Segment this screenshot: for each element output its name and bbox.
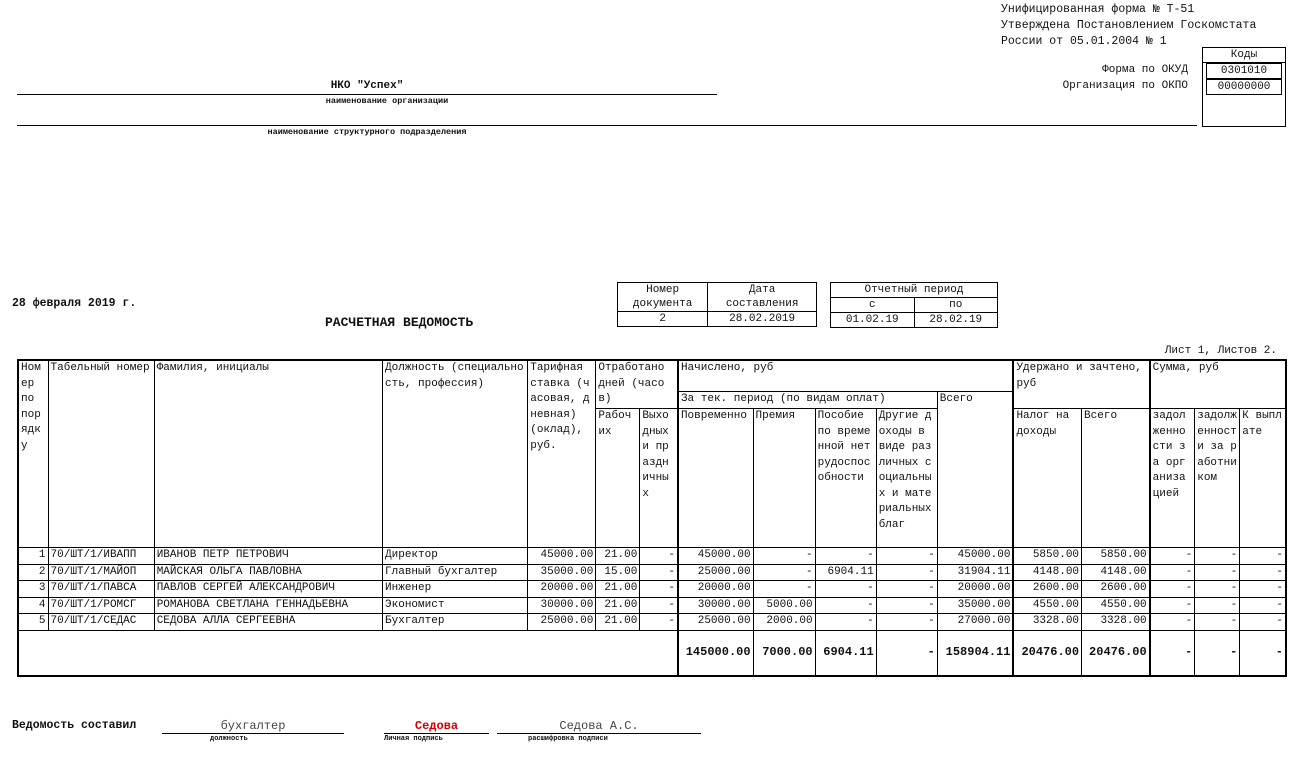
cell-income-tax: 3328.00 <box>1013 614 1081 631</box>
cell-work-days: 21.00 <box>596 548 640 565</box>
cell-tab-number: 70/ШТ/1/ПАВСА <box>48 581 154 598</box>
col-time-pay: Повременно <box>678 409 753 548</box>
cell-tariff-rate: 30000.00 <box>528 597 596 614</box>
cell-row-number: 3 <box>18 581 48 598</box>
cell-tariff-rate: 25000.00 <box>528 614 596 631</box>
table-row <box>18 548 1286 565</box>
cell-position: Инженер <box>383 581 528 598</box>
col-sum: Сумма, руб <box>1150 360 1286 409</box>
date-header-2: составления <box>708 297 817 312</box>
cell-accrued-total: 27000.00 <box>937 614 1013 631</box>
signature-line <box>384 733 489 734</box>
col-other-income: Другие доходы в виде различных социальных и материальных благ <box>876 409 937 548</box>
form-approval <box>1001 2 1256 50</box>
total-withheld: 20476.00 <box>1082 630 1150 676</box>
cell-off-days: - <box>640 581 678 598</box>
total-other: - <box>876 630 937 676</box>
total-tax: 20476.00 <box>1013 630 1081 676</box>
signature-decode: Седова А.С. <box>559 719 639 733</box>
document-number: 2 <box>618 312 708 327</box>
cell-other-income: - <box>876 614 937 631</box>
cell-debt-emp: - <box>1195 614 1240 631</box>
payroll-table <box>17 359 1287 677</box>
col-name: Фамилия, инициалы <box>154 360 382 548</box>
cell-off-days: - <box>640 564 678 581</box>
date-header-1: Дата <box>708 283 817 298</box>
cell-income-tax: 4550.00 <box>1013 597 1081 614</box>
cell-accrued-total: 45000.00 <box>937 548 1013 565</box>
cell-sick-pay: 6904.11 <box>815 564 876 581</box>
document-title: РАСЧЕТНАЯ ВЕДОМОСТЬ <box>325 315 474 330</box>
org-name: НКО "Успех" <box>330 80 404 92</box>
cell-accrued-total: 31904.11 <box>937 564 1013 581</box>
col-sick-pay: Пособие по временной нетрудоспособности <box>815 409 876 548</box>
cell-withheld-total: 3328.00 <box>1082 614 1150 631</box>
okud-label: Форма по ОКУД <box>1102 64 1188 76</box>
approval-line-1: Унифицированная форма № Т-51 <box>1001 3 1195 16</box>
period-header: Отчетный период <box>831 283 998 298</box>
number-header-1: Номер <box>618 283 708 298</box>
cell-time-pay: 25000.00 <box>678 614 753 631</box>
okud-value: 0301010 <box>1206 63 1282 79</box>
cell-withheld-total: 4550.00 <box>1082 597 1150 614</box>
cell-other-income: - <box>876 548 937 565</box>
cell-employee-name: ПАВЛОВ СЕРГЕЙ АЛЕКСАНДРОВИЧ <box>154 581 382 598</box>
col-withheld-total: Всего <box>1082 409 1150 548</box>
cell-employee-name: РОМАНОВА СВЕТЛАНА ГЕННАДЬЕВНА <box>154 597 382 614</box>
cell-debt-emp: - <box>1195 597 1240 614</box>
codes-block <box>1000 47 1290 129</box>
cell-tab-number: 70/ШТ/1/СЕДАС <box>48 614 154 631</box>
approval-line-3: России от 05.01.2004 № 1 <box>1001 35 1167 48</box>
cell-off-days: - <box>640 597 678 614</box>
cell-to-pay: - <box>1240 597 1286 614</box>
cell-employee-name: ИВАНОВ ПЕТР ПЕТРОВИЧ <box>154 548 382 565</box>
cell-off-days: - <box>640 548 678 565</box>
okpo-label: Организация по ОКПО <box>1062 80 1188 92</box>
cell-work-days: 15.00 <box>596 564 640 581</box>
cell-tab-number: 70/ШТ/1/ИВАПП <box>48 548 154 565</box>
cell-bonus: - <box>753 581 815 598</box>
cell-position: Директор <box>383 548 528 565</box>
cell-row-number: 1 <box>18 548 48 565</box>
period-from-label: с <box>831 298 915 313</box>
cell-other-income: - <box>876 597 937 614</box>
cell-position: Главный бухгалтер <box>383 564 528 581</box>
decode-line <box>497 733 701 734</box>
col-withheld: Удержано и зачтено, руб <box>1013 360 1149 409</box>
cell-debt-org: - <box>1150 548 1195 565</box>
cell-bonus: - <box>753 564 815 581</box>
col-worked: Отработано дней (часов) <box>596 360 678 409</box>
sheet-info: Лист 1, Листов 2. <box>1164 345 1277 357</box>
cell-employee-name: СЕДОВА АЛЛА СЕРГЕЕВНА <box>154 614 382 631</box>
cell-sick-pay: - <box>815 548 876 565</box>
document-number-table <box>617 282 817 327</box>
cell-other-income: - <box>876 564 937 581</box>
signature-caption: Личная подпись <box>384 735 443 743</box>
cell-work-days: 21.00 <box>596 597 640 614</box>
cell-debt-org: - <box>1150 614 1195 631</box>
cell-other-income: - <box>876 581 937 598</box>
cell-row-number: 5 <box>18 614 48 631</box>
col-position: Должность (специальность, профессия) <box>383 360 528 548</box>
unit-caption: наименование структурного подразделения <box>267 127 467 137</box>
cell-time-pay: 25000.00 <box>678 564 753 581</box>
col-debt-org: задолженности за организацией <box>1150 409 1195 548</box>
cell-to-pay: - <box>1240 614 1286 631</box>
cell-accrued-total: 35000.00 <box>937 597 1013 614</box>
cell-debt-org: - <box>1150 597 1195 614</box>
col-off-days: Выходных и праздничных <box>640 409 678 548</box>
cell-to-pay: - <box>1240 564 1286 581</box>
col-accrued: Начислено, руб <box>678 360 1014 392</box>
col-debt-emp: задолженности за работником <box>1195 409 1240 548</box>
cell-withheld-total: 5850.00 <box>1082 548 1150 565</box>
col-tab: Табельный номер <box>48 360 154 548</box>
col-tax: Налог на доходы <box>1013 409 1081 548</box>
cell-accrued-total: 20000.00 <box>937 581 1013 598</box>
total-accrued: 158904.11 <box>937 630 1013 676</box>
okpo-value: 00000000 <box>1206 79 1282 95</box>
cell-sick-pay: - <box>815 597 876 614</box>
total-time-pay: 145000.00 <box>678 630 753 676</box>
cell-position: Бухгалтер <box>383 614 528 631</box>
cell-position: Экономист <box>383 597 528 614</box>
position-line <box>162 733 344 734</box>
org-name-line <box>17 94 717 95</box>
cell-employee-name: МАЙСКАЯ ОЛЬГА ПАВЛОВНА <box>154 564 382 581</box>
codes-header: Коды <box>1202 47 1286 63</box>
cell-work-days: 21.00 <box>596 581 640 598</box>
report-period-table <box>830 282 998 328</box>
cell-tariff-rate: 45000.00 <box>528 548 596 565</box>
cell-tab-number: 70/ШТ/1/РОМСГ <box>48 597 154 614</box>
cell-sick-pay: - <box>815 581 876 598</box>
total-debt-emp: - <box>1195 630 1240 676</box>
signature-label: Ведомость составил <box>12 719 137 732</box>
cell-time-pay: 20000.00 <box>678 581 753 598</box>
cell-debt-emp: - <box>1195 564 1240 581</box>
personal-signature: Седова <box>414 719 459 733</box>
cell-bonus: 2000.00 <box>753 614 815 631</box>
cell-off-days: - <box>640 614 678 631</box>
org-name-caption: наименование организации <box>325 96 449 106</box>
approval-line-2: Утверждена Постановлением Госкомстата <box>1001 19 1257 32</box>
document-date: 28 февраля 2019 г. <box>12 297 137 310</box>
total-sick-pay: 6904.11 <box>815 630 876 676</box>
cell-tariff-rate: 20000.00 <box>528 581 596 598</box>
cell-income-tax: 4148.00 <box>1013 564 1081 581</box>
cell-income-tax: 5850.00 <box>1013 548 1081 565</box>
period-to: 28.02.19 <box>914 313 998 328</box>
col-accrued-total: Всего <box>937 392 1013 548</box>
document-creation-date: 28.02.2019 <box>708 312 817 327</box>
col-rate: Тарифная ставка (часовая, дневная) (оклад), руб. <box>528 360 596 548</box>
table-row <box>18 597 1286 614</box>
cell-row-number: 4 <box>18 597 48 614</box>
period-to-label: по <box>914 298 998 313</box>
totals-row <box>18 630 1286 676</box>
cell-debt-org: - <box>1150 581 1195 598</box>
cell-income-tax: 2600.00 <box>1013 581 1081 598</box>
total-bonus: 7000.00 <box>753 630 815 676</box>
cell-to-pay: - <box>1240 548 1286 565</box>
total-debt-org: - <box>1150 630 1195 676</box>
cell-debt-emp: - <box>1195 581 1240 598</box>
col-num: Номер по порядку <box>18 360 48 548</box>
unit-line <box>17 125 1197 126</box>
number-header-2: документа <box>618 297 708 312</box>
cell-row-number: 2 <box>18 564 48 581</box>
signature-position: бухгалтер <box>220 719 286 733</box>
period-from: 01.02.19 <box>831 313 915 328</box>
col-to-pay: К выплате <box>1240 409 1286 548</box>
cell-withheld-total: 4148.00 <box>1082 564 1150 581</box>
cell-withheld-total: 2600.00 <box>1082 581 1150 598</box>
cell-tab-number: 70/ШТ/1/МАЙОП <box>48 564 154 581</box>
position-caption: должность <box>210 735 248 743</box>
cell-to-pay: - <box>1240 581 1286 598</box>
cell-bonus: - <box>753 548 815 565</box>
cell-time-pay: 30000.00 <box>678 597 753 614</box>
totals-blank <box>18 630 678 676</box>
col-bonus: Премия <box>753 409 815 548</box>
decode-caption: расшифровка подписи <box>528 735 608 743</box>
table-row <box>18 581 1286 598</box>
cell-debt-emp: - <box>1195 548 1240 565</box>
col-current-period: За тек. период (по видам оплат) <box>678 392 937 409</box>
total-to-pay: - <box>1240 630 1286 676</box>
cell-debt-org: - <box>1150 564 1195 581</box>
cell-tariff-rate: 35000.00 <box>528 564 596 581</box>
table-row <box>18 614 1286 631</box>
cell-sick-pay: - <box>815 614 876 631</box>
table-row <box>18 564 1286 581</box>
cell-work-days: 21.00 <box>596 614 640 631</box>
col-work-days: Рабочих <box>596 409 640 548</box>
cell-bonus: 5000.00 <box>753 597 815 614</box>
cell-time-pay: 45000.00 <box>678 548 753 565</box>
